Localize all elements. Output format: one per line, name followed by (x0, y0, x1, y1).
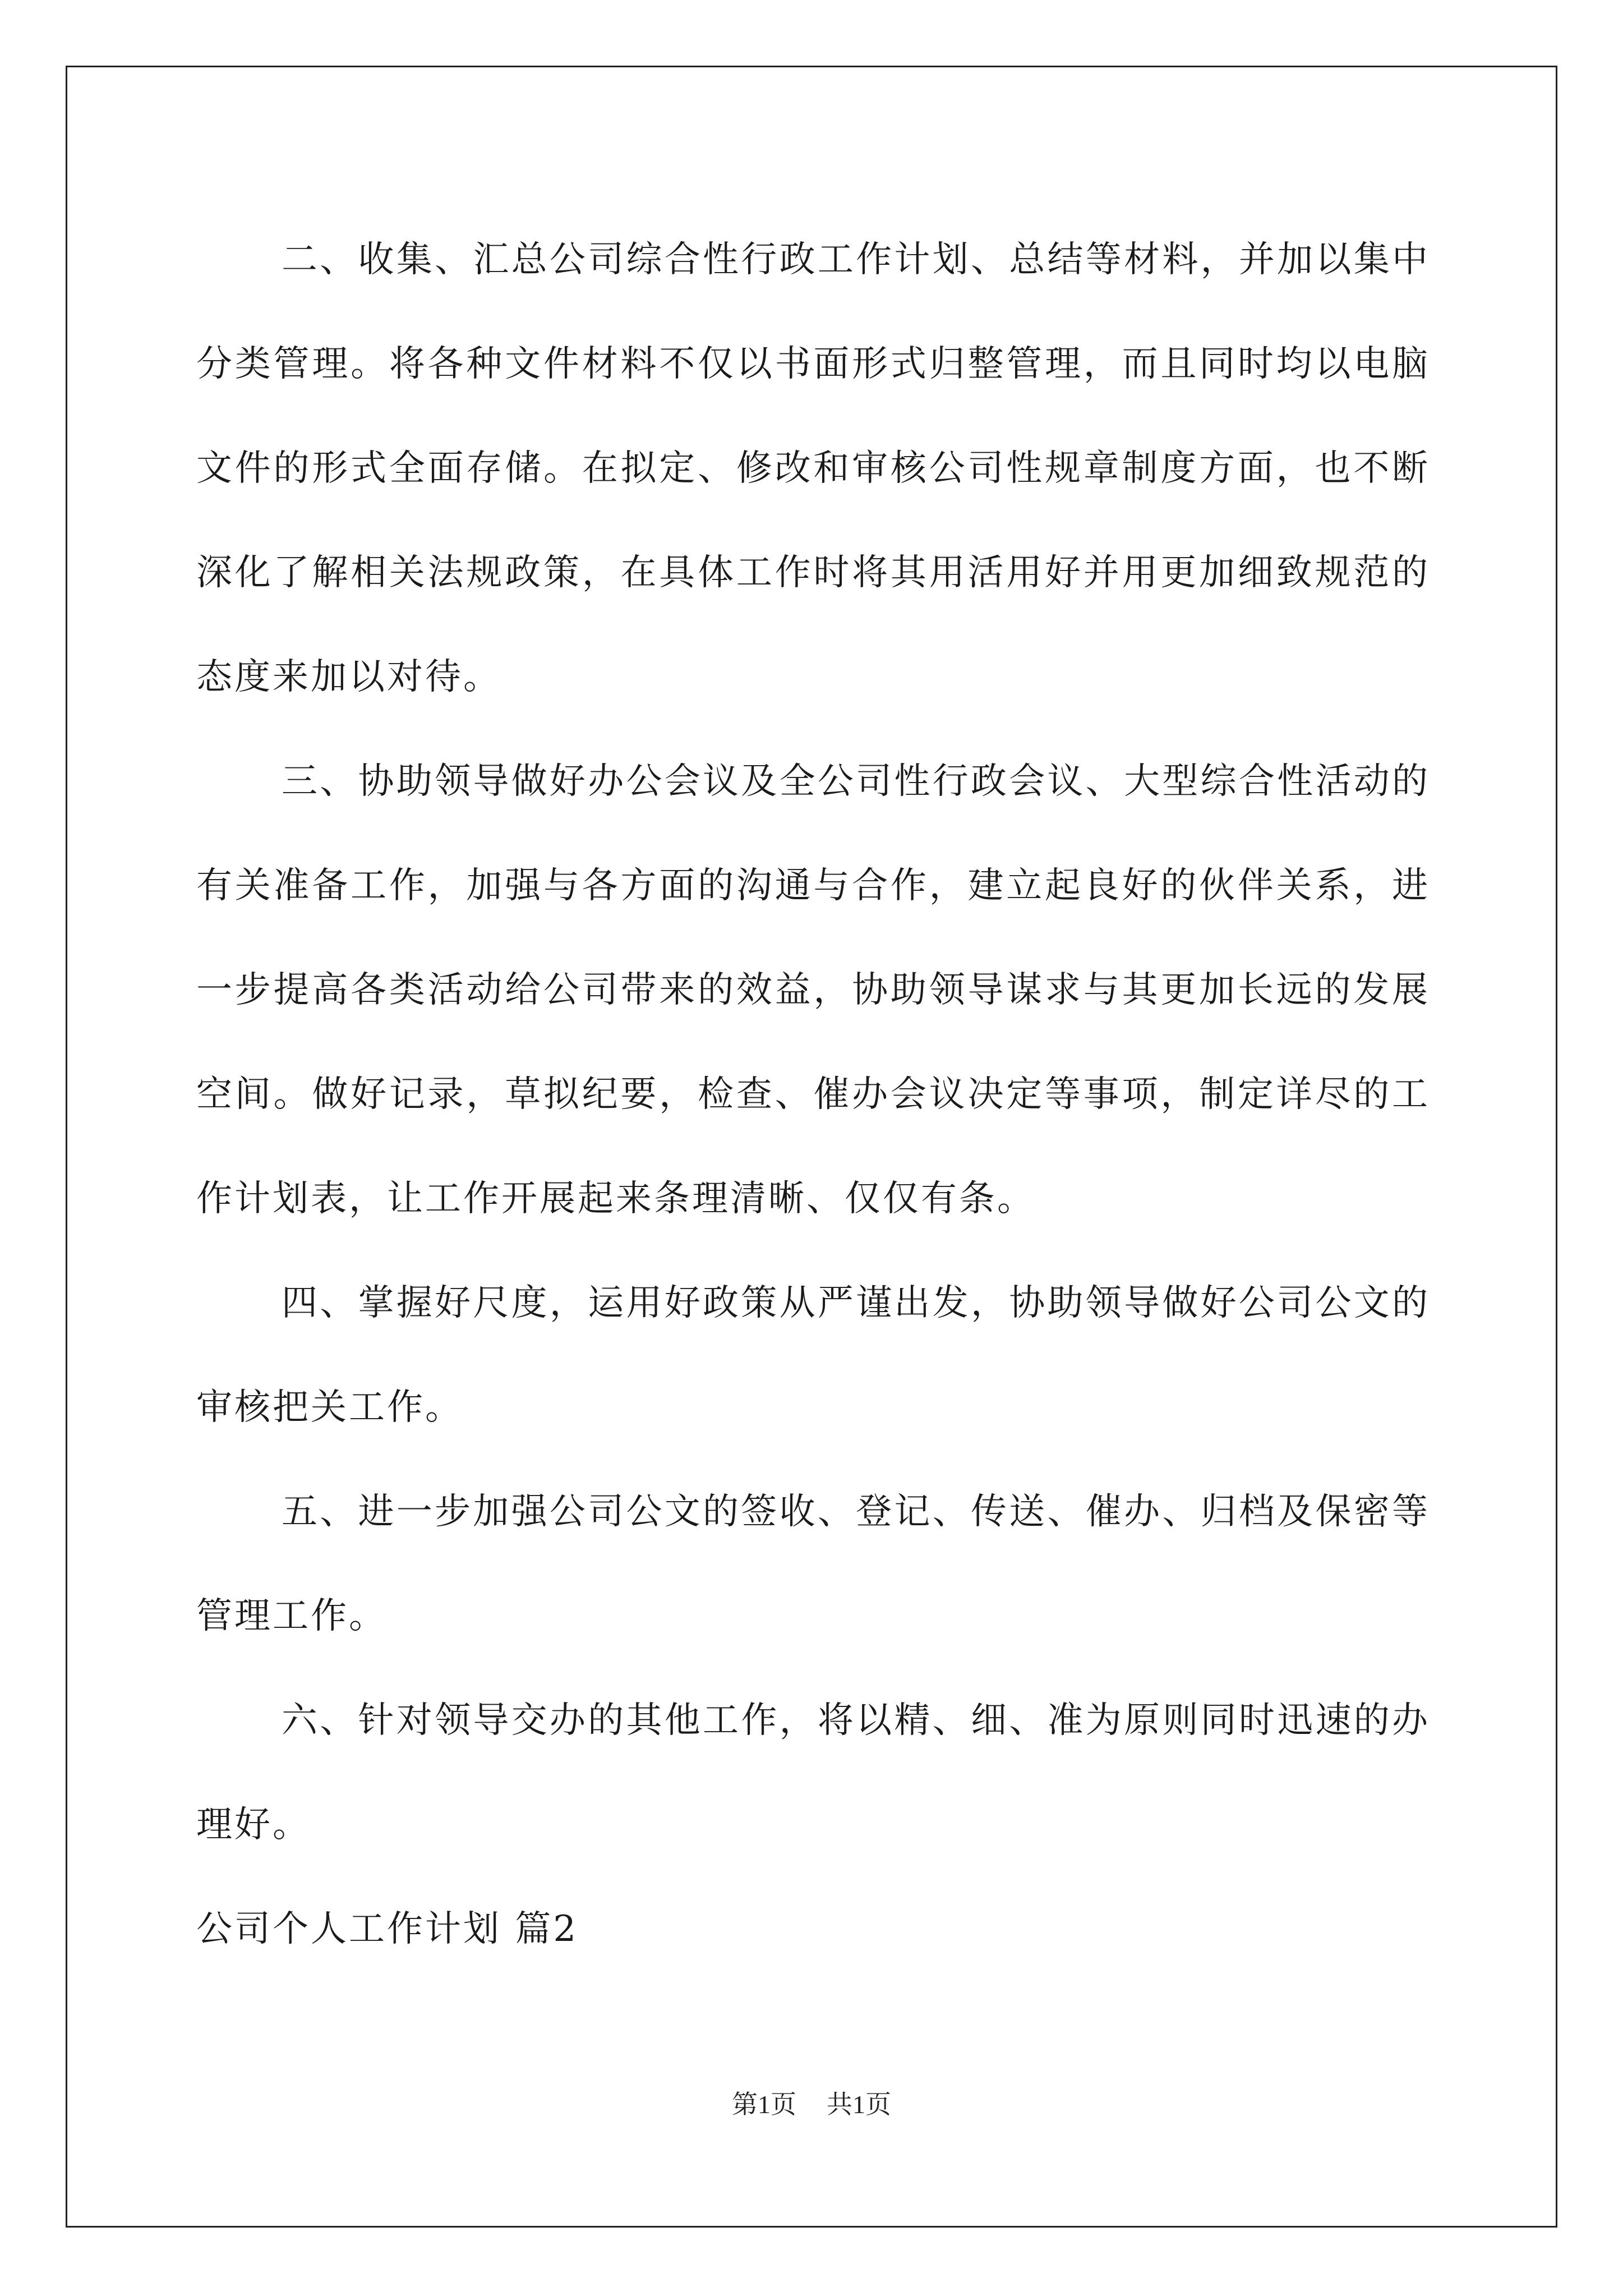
paragraph-2: 二、收集、汇总公司综合性行政工作计划、总结等材料，并加以集中分类管理。将各种文件材料不仅以书面形式归整管理，而且同时均以电脑文件的形式全面存储。在拟定、修改和审核公司性规章制度方面，也不断深化了解相关法规政策，在具体工作时将其用活用好并用更加细致规范的态度来加以对待。 (196, 239, 1430, 698)
document-body (196, 208, 1430, 1981)
section-heading: 公司个人工作计划 篇2 (196, 1908, 579, 1950)
page-footer (0, 2088, 1623, 2122)
page-number: 第1页 (732, 2090, 796, 2119)
paragraph-4: 四、掌握好尺度，运用好政策从严谨出发，协助领导做好公司公文的审核把关工作。 (196, 1282, 1430, 1428)
page-total: 共1页 (827, 2090, 891, 2119)
paragraph-3: 三、协助领导做好办公会议及全公司性行政会议、大型综合性活动的有关准备工作，加强与各方面的沟通与合作，建立起良好的伙伴关系，进一步提高各类活动给公司带来的效益，协助领导谋求与其更加长远的发展空间。做好记录，草拟纪要，检查、催办会议决定等事项，制定详尽的工作计划表，让工作开展起来条理清晰、仅仅有条。 (196, 761, 1430, 1220)
paragraph-6: 六、针对领导交办的其他工作，将以精、细、准为原则同时迅速的办理好。 (196, 1700, 1430, 1846)
paragraph-5: 五、进一步加强公司公文的签收、登记、传送、催办、归档及保密等管理工作。 (196, 1491, 1430, 1637)
